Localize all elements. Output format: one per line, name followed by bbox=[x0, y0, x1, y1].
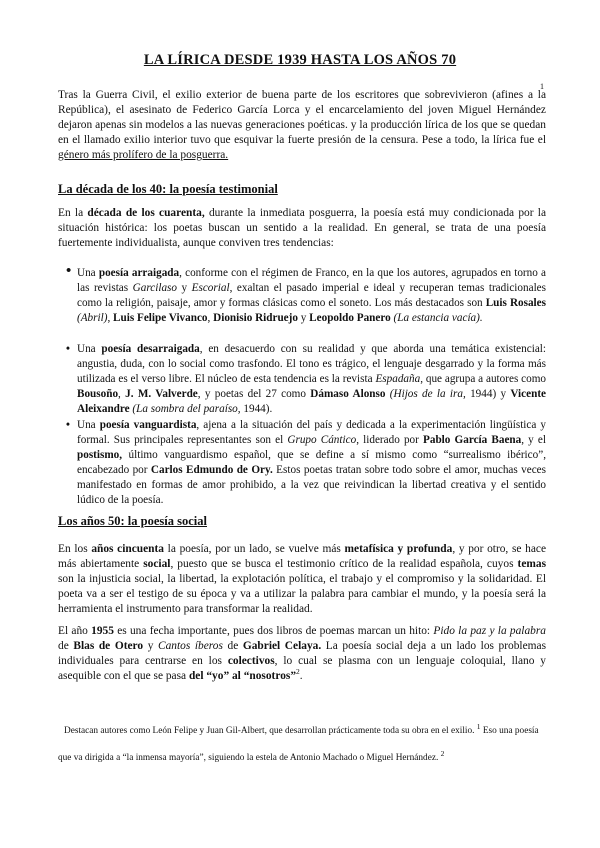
section1-paragraph: En la década de los cuarenta, durante la inmediata posguerra, la poesía está muy condicionada por la situación histórica: los poetas buscan un sentido a la realidad. En general, se trata de una poesía fuertemente individualista, aunque conviven tres tendencias: bbox=[58, 207, 547, 249]
footnote-2: Eso una poesía que va dirigida a “la inmensa mayoría”, siguiendo la estela de Antonio Machado o Miguel Hernández. bbox=[58, 726, 539, 763]
bullet-marker: • bbox=[66, 419, 70, 431]
list-item-poesia-vanguardista: • Una poesía vanguardista, ajena a la situación del país y dedicada a la experimentación lingüística y formal. Sus principales representantes son el Grupo Cántico, liderado por Pablo García Baena, y el postismo, último vanguardismo español, que se define a sí mismo como “surrealismo ibérico”, encabezado por Carlos Edmundo de Ory. Estos poetas tratan sobre todo sobre el amor, muchas veces manifestado en formas de amor prohibido, a la vez que reivindican la libertad creativa y el sentido lúdico de la poesía. bbox=[66, 419, 547, 506]
page-title: LA LÍRICA DESDE 1939 HASTA LOS AÑOS 70 bbox=[143, 52, 457, 68]
footnote-mark-1: 1 bbox=[540, 82, 544, 91]
list-item-poesia-desarraigada: • Una poesía desarraigada, en desacuerdo con su realidad y que aborda una temática existencial: angustia, duda, con lo social como trasfondo. El tono es trágico, el lenguaje desgarrado y la forma más utilizada es el verso libre. El núcleo de esta tendencia es la revista Espadaña, que agrupa a autores como Bousoño, J. M. Valverde, y poetas del 27 como Dámaso Alonso (Hijos de la ira, 1944) y Vicente Aleixandre (La sombra del paraíso, 1944). bbox=[66, 343, 547, 415]
intro-paragraph bbox=[58, 88, 546, 163]
section2-paragraph-1: En los años cincuenta la poesía, por un lado, se vuelve más metafísica y profunda, y por otro, se hace más abiertamente social, puesto que se busca el testimonio crítico de la realidad española, cuyos temas son la injusticia social, la libertad, la explotación política, el trabajo y el compromiso y la solidaridad. El poeta va a ser el testigo de su época y va a utilizar la palabra para cambiar el mundo, y la poesía será la herramienta el instrumento para transformar la realidad. bbox=[58, 543, 546, 615]
section-heading-50s: Los años 50: la poesía social bbox=[58, 514, 207, 528]
footnote-1: Destacan autores como León Felipe y Juan Gil-Albert, que desarrollan prácticamente toda su obra en el exilio. bbox=[64, 726, 475, 736]
section2-paragraph-2: El año 1955 es una fecha importante, pues dos libros de poemas marcan un hito: Pido la paz y la palabra de Blas de Otero y Cantos íberos de Gabriel Celaya. La poesía social deja a un lado los problemas individuales para centrarse en los colectivos, lo cual se plasma con un lenguaje coloquial, llano y asequible con el que se pasa del “yo” al “nosotros”$^2$. bbox=[58, 625, 547, 682]
footnote-2-mark: 2 bbox=[440, 748, 445, 758]
list-item-poesia-arraigada: • Una poesía arraigada, conforme con el régimen de Franco, en la que los autores, agrupados en torno a las revistas Garcilaso y Escorial, exaltan el pasado imperial e ideal y recuperan temas tradicionales como la religión, paisaje, amor y formas clásicas como el soneto. Los más destacados son Luis Rosales (Abril), Luis Felipe Vivanco, Dionisio Ridruejo y Leopoldo Panero (La estancia vacía). bbox=[66, 263, 547, 324]
bullet-marker: • bbox=[66, 263, 72, 279]
footnotes bbox=[58, 718, 546, 772]
footnote-1-mark: 1 bbox=[476, 721, 481, 731]
section-heading-40s: La década de los 40: la poesía testimonial bbox=[58, 182, 278, 196]
intro-text: Tras la Guerra Civil, el exilio exterior de buena parte de los escritores que sobrevivieron (afines a la República), el asesinato de Federico García Lorca y el encarcelamiento del joven Miguel Hernández dejaron apenas sin modelos a las nuevas generaciones poéticas. y la producción lírica de los que se quedan en el llamado exilio interior tuvo que esquivar la fuerte presión de la censura. Pese a todo, la lírica fue el bbox=[58, 89, 546, 146]
intro-underlined-text: género más prolífero de la posguerra. bbox=[58, 149, 229, 161]
bullet-marker: • bbox=[66, 343, 70, 355]
